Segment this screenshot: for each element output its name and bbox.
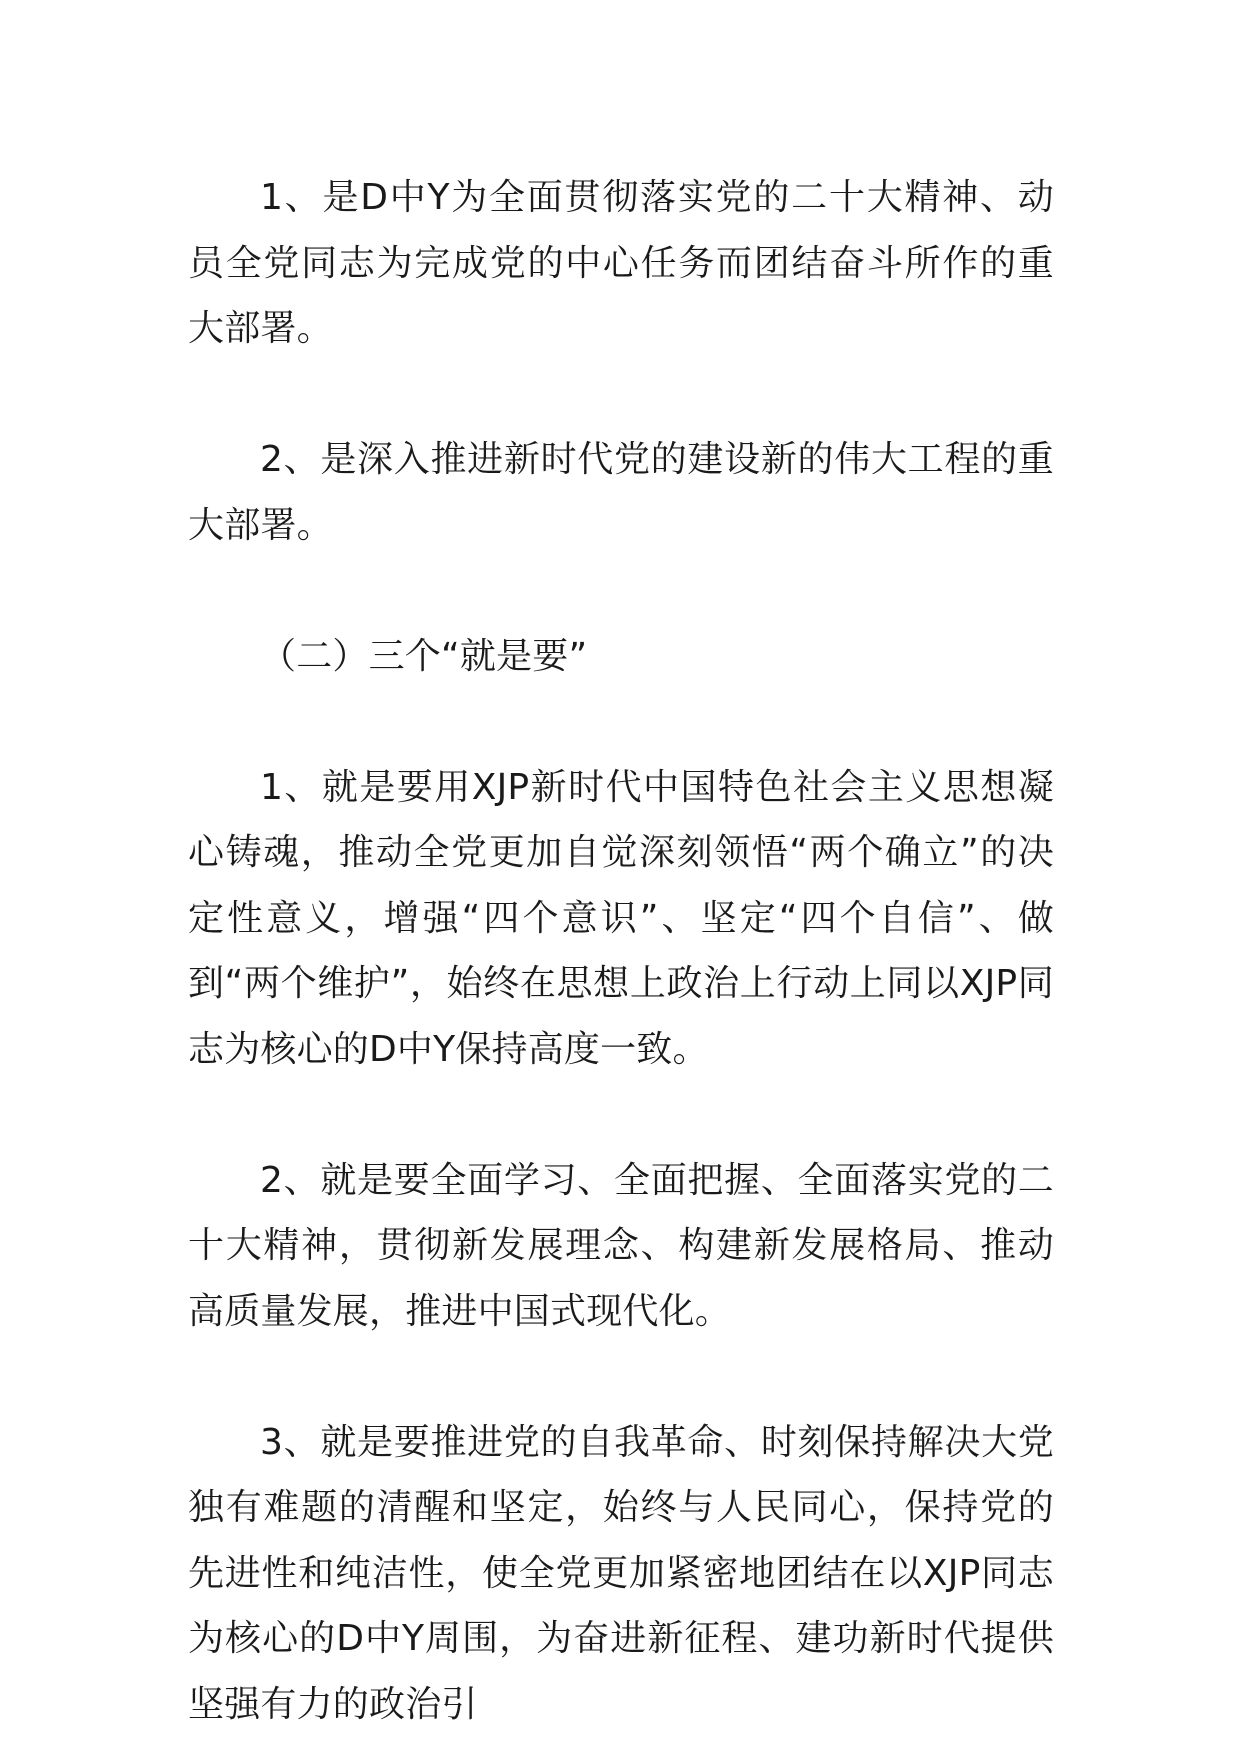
paragraph-point-1-deployment: 1、是D中Y为全面贯彻落实党的二十大精神、动员全党同志为完成党的中心任务而团结奋斗所作的重大部署。 xyxy=(188,177,1054,349)
paragraph-must-2: 2、就是要全面学习、全面把握、全面落实党的二十大精神，贯彻新发展理念、构建新发展格局、推动高质量发展，推进中国式现代化。 xyxy=(188,1159,1054,1332)
paragraph-must-3: 3、就是要推进党的自我革命、时刻保持解决大党独有难题的清醒和坚定，始终与人民同心，保持党的先进性和纯洁性，使全党更加紧密地团结在以XJP同志为核心的D中Y周围，为奋进新征程、建功新时代提供坚强有力的政治引 xyxy=(188,1421,1054,1725)
paragraph-must-1: 1、就是要用XJP新时代中国特色社会主义思想凝心铸魂，推动全党更加自觉深刻领悟“两个确立”的决定性意义，增强“四个意识”、坚定“四个自信”、做到“两个维护”，始终在思想上政治上行动上同以XJP同志为核心的D中Y保持高度一致。 xyxy=(188,766,1054,1070)
paragraph-point-2-deployment: 2、是深入推进新时代党的建设新的伟大工程的重大部署。 xyxy=(188,439,1054,546)
document-body xyxy=(188,165,1054,1737)
section-heading-three-musts: （二）三个“就是要” xyxy=(260,635,588,677)
